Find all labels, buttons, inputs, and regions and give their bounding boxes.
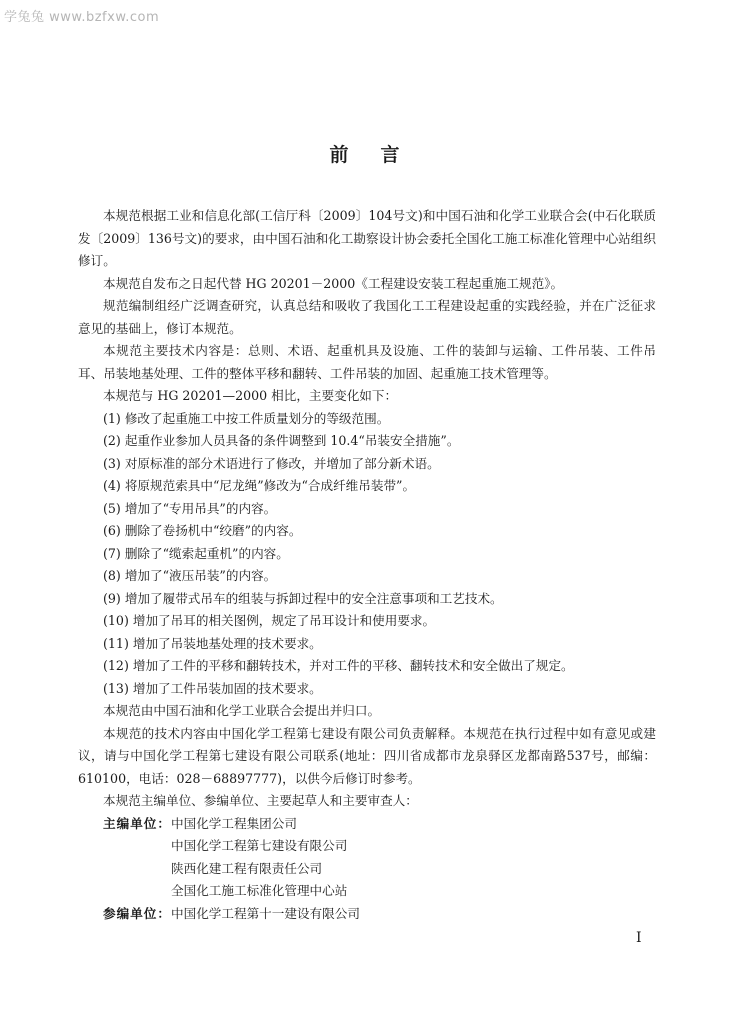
- chief-unit-row: [78, 880, 656, 903]
- chief-unit-row: [78, 835, 656, 858]
- paragraph: 本规范的技术内容由中国化学工程第七建设有限公司负责解释。本规范在执行过程中如有意见或建议，请与中国化学工程第七建设有限公司联系(地址：四川省成都市龙泉驿区龙都南路537号，邮编：610100，电话：028－68897777)，以供今后修订时参考。: [78, 725, 656, 786]
- paragraph: 本规范主编单位、参编单位、主要起草人和主要审查人：: [103, 793, 418, 808]
- change-item: (6) 删除了卷扬机中“绞磨”的内容。: [103, 523, 302, 538]
- label-spacer: [78, 880, 171, 903]
- chief-unit: 中国化学工程集团公司: [171, 815, 297, 831]
- chief-unit: 全国化工施工标准化管理中心站: [171, 883, 348, 898]
- document-body: [78, 205, 656, 925]
- change-item: (10) 增加了吊耳的相关图例，规定了吊耳设计和使用要求。: [103, 613, 436, 628]
- participating-unit: 中国化学工程第十一建设有限公司: [171, 905, 360, 921]
- paragraph: 规范编制组经广泛调查研究，认真总结和吸收了我国化工工程建设起重的实践经验，并在广泛征求意见的基础上，修订本规范。: [78, 298, 656, 336]
- change-item: (3) 对原标准的部分术语进行了修改，并增加了部分新术语。: [103, 455, 440, 471]
- chief-unit-row: [78, 813, 656, 836]
- page-title: 前言: [329, 144, 432, 166]
- chief-unit: 陕西化建工程有限责任公司: [171, 860, 323, 876]
- change-item: (4) 将原规范索具中“尼龙绳”修改为“合成纤维吊装带”。: [103, 478, 416, 493]
- change-item: (13) 增加了工件吊装加固的技术要求。: [103, 680, 322, 696]
- change-item: (5) 增加了“专用吊具”的内容。: [103, 500, 277, 516]
- paragraph: 本规范根据工业和信息化部(工信厅科〔2009〕104号文)和中国石油和化学工业联合会(中石化联质发〔2009〕136号文)的要求，由中国石油和化工勘察设计协会委托全国化工施工标准化管理中心站组织修订。: [78, 208, 656, 268]
- change-item: (11) 增加了吊装地基处理的技术要求。: [103, 635, 322, 651]
- watermark: 学兔兔 www.bzfxw.com: [4, 10, 160, 25]
- change-item: (12) 增加了工件的平移和翻转技术，并对工件的平移、翻转技术和安全做出了规定。: [103, 658, 574, 673]
- participating-unit-label: 参编单位：: [103, 905, 171, 921]
- page-number: I: [636, 930, 642, 946]
- label-spacer: [78, 858, 171, 881]
- chief-unit-row: [78, 858, 656, 881]
- change-item: (8) 增加了“液压吊装”的内容。: [103, 568, 277, 583]
- chief-unit: 中国化学工程第七建设有限公司: [171, 838, 348, 853]
- chief-unit-label: 主编单位：: [103, 815, 171, 831]
- participating-unit-row: [78, 903, 656, 926]
- change-item: (1) 修改了起重施工中按工件质量划分的等级范围。: [103, 410, 390, 426]
- change-item: (7) 删除了“缆索起重机”的内容。: [103, 545, 289, 561]
- change-item: (9) 增加了履带式吊车的组装与拆卸过程中的安全注意事项和工艺技术。: [103, 590, 503, 606]
- paragraph: 本规范由中国石油和化学工业联合会提出并归口。: [103, 703, 381, 718]
- change-item: (2) 起重作业参加人员具备的条件调整到 10.4“吊装安全措施”。: [103, 433, 460, 448]
- paragraph: 本规范与 HG 20201—2000 相比，主要变化如下：: [103, 388, 398, 403]
- paragraph: 本规范自发布之日起代替 HG 20201－2000《工程建设安装工程起重施工规范》。: [103, 275, 564, 291]
- label-spacer: [78, 835, 171, 858]
- paragraph: 本规范主要技术内容是：总则、术语、起重机具及设施、工件的装卸与运输、工件吊装、工件吊耳、吊装地基处理、工件的整体平移和翻转、工件吊装的加固、起重施工技术管理等。: [78, 343, 656, 381]
